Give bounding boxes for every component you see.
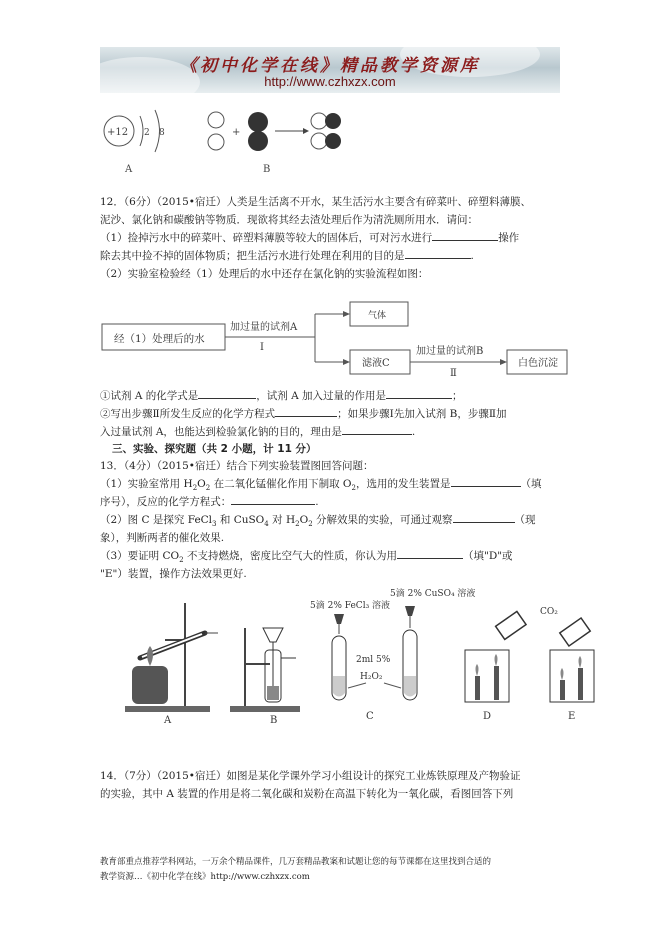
apparatus-e xyxy=(550,618,594,702)
apparatus-c xyxy=(332,606,417,700)
apparatus-label-b: B xyxy=(270,715,278,726)
banner-url[interactable]: http://www.czhxzx.com xyxy=(264,74,396,89)
q13-part1-line1: （1）实验室常用 $H_2O_2$ 在二氧化锰催化作用下制取 $O_2$，选用的发生装置是 （填 xyxy=(100,478,542,493)
q12-sub2-line2: 入过量试剂 A，也能达到检验氯化钠的目的，理由是 . xyxy=(100,426,416,438)
apparatus-label-e: E xyxy=(568,711,576,722)
q12-part1-line1: （1）捡掉污水中的碎菜叶、碎塑料薄膜等较大的固体后，可对污水进行 操作 xyxy=(100,232,520,244)
q13-stem: 13．（4分）（2015•宿迁）结合下列实验装置图回答问题： xyxy=(100,460,374,472)
q12-sub2-line1: ②写出步骤Ⅱ所发生反应的化学方程式 ；如果步骤Ⅰ先加入试剂 B，步骤Ⅱ加 xyxy=(100,408,507,420)
q12-blank-reason[interactable] xyxy=(342,424,412,435)
q12-part1-line2: 除去其中捡不掉的固体物质；把生活污水进行处理在利用的目的是 . xyxy=(100,250,474,262)
apparatus-d xyxy=(465,611,526,702)
apparatus-label-c: C xyxy=(366,711,374,722)
gas-box-label: 气体 xyxy=(368,311,387,321)
q12-blank-equation[interactable] xyxy=(275,406,337,417)
molecule-black-1 xyxy=(248,112,268,132)
step2-label: 加过量的试剂B xyxy=(416,346,484,357)
q12-stem-1: 12．（6分）（2015•宿迁）人类是生活离不开水，某生活污水主要含有碎菜叶、碎塑料薄膜、 xyxy=(100,196,531,208)
step2-number: Ⅱ xyxy=(450,368,457,379)
footer-line-2: 教学资源…《初中化学在线》http://www.czhxzx.com xyxy=(100,872,310,882)
apparatus-label-a: A xyxy=(164,715,172,726)
site-banner xyxy=(100,47,560,93)
precipitate-box-label: 白色沉淀 xyxy=(518,358,558,369)
step1-number: Ⅰ xyxy=(260,342,264,353)
q13-part2-line2: 象），判断两者的催化效果. xyxy=(100,532,225,544)
banner-title: 《初中化学在线》精品教学资源库 xyxy=(180,56,480,76)
q13-blank-device-de[interactable] xyxy=(397,548,463,559)
shell-2-count: 8 xyxy=(159,128,165,138)
q13-blank-phenomenon[interactable] xyxy=(453,512,515,523)
q14-stem-2: 的实验，其中 A 装置的作用是将二氧化碳和炭粉在高温下转化为一氧化碳，看图回答下列 xyxy=(100,788,514,800)
shell-1-count: 2 xyxy=(144,128,150,138)
q12-blank-reagent-a[interactable] xyxy=(198,388,256,399)
apparatus-figure xyxy=(110,588,610,728)
product-white-2 xyxy=(311,133,327,149)
q13-blank-equation[interactable] xyxy=(231,494,315,505)
product-white-1 xyxy=(311,113,327,129)
atom-reaction-figure xyxy=(95,106,355,186)
start-box-label: 经（1）处理后的水 xyxy=(114,333,205,345)
figure-label-a: A xyxy=(125,164,133,175)
q12-part2: （2）实验室检验经（1）处理后的水中还存在氯化钠的实验流程如图： xyxy=(100,268,429,280)
q12-stem-2: 泥沙、氯化钠和碳酸钠等物质．现欲将其经去渣处理后作为清洗厕所用水．请问： xyxy=(100,214,478,226)
section-3-title: 三、实验、探究题（共 2 小题，计 11 分） xyxy=(112,443,317,455)
atom-white-2 xyxy=(208,134,224,150)
figure-label-b: B xyxy=(263,164,271,175)
h2o2-label-2: H₂O₂ xyxy=(360,672,383,682)
footer-line-1: 教育部重点推荐学科网站，一万余个精品课件，几万套精品教案和试题让您的每节课都在这里找到合适的 xyxy=(100,857,492,867)
q12-blank-operation[interactable] xyxy=(432,230,498,241)
atom-white-1 xyxy=(208,112,224,128)
q13-blank-device[interactable] xyxy=(451,476,521,487)
cuso4-label: 5滴 2% CuSO₄ 溶液 xyxy=(390,589,476,599)
fecl3-label: 5滴 2% FeCl₃ 溶液 xyxy=(310,601,391,611)
h2o2-label-1: 2ml 5% xyxy=(356,655,391,665)
nucleus-charge: +12 xyxy=(107,127,129,138)
apparatus-a xyxy=(125,603,218,712)
step1-label: 加过量的试剂A xyxy=(230,322,298,333)
apparatus-label-d: D xyxy=(483,711,492,722)
q12-blank-excess-purpose[interactable] xyxy=(386,388,452,399)
product-black-1 xyxy=(325,113,341,129)
q13-part3-line2: "E"）装置，操作方法效果更好. xyxy=(100,568,247,580)
electron-shell-1 xyxy=(140,116,143,146)
q13-part1-line2: 序号），反应的化学方程式： . xyxy=(100,496,319,508)
molecule-black-2 xyxy=(248,131,268,151)
q13-part2-line1: （2）图 C 是探究 FeCl$_3$ 和 CuSO$_4$ 对 $H_2O_2$ 分解效果的实验，可通过观察 （现 xyxy=(100,514,536,529)
q12-sub1: ①试剂 A 的化学式是 ，试剂 A 加入过量的作用是 ； xyxy=(100,390,463,402)
q13-part3-line1: （3）要证明 $CO_2$ 不支持燃烧，密度比空气大的性质，你认为用 （填"D"或 xyxy=(100,550,513,565)
co2-label: CO₂ xyxy=(540,607,558,617)
chloride-test-flowchart xyxy=(100,290,570,390)
q14-stem-1: 14．（7分）（2015•宿迁）如图是某化学课外学习小组设计的探究工业炼铁原理及产物验证 xyxy=(100,770,521,782)
apparatus-b xyxy=(230,628,300,712)
plus-sign: + xyxy=(232,127,241,138)
q12-blank-purpose[interactable] xyxy=(405,248,471,259)
filtrate-box-label: 滤液C xyxy=(362,358,390,369)
product-black-2 xyxy=(325,133,341,149)
